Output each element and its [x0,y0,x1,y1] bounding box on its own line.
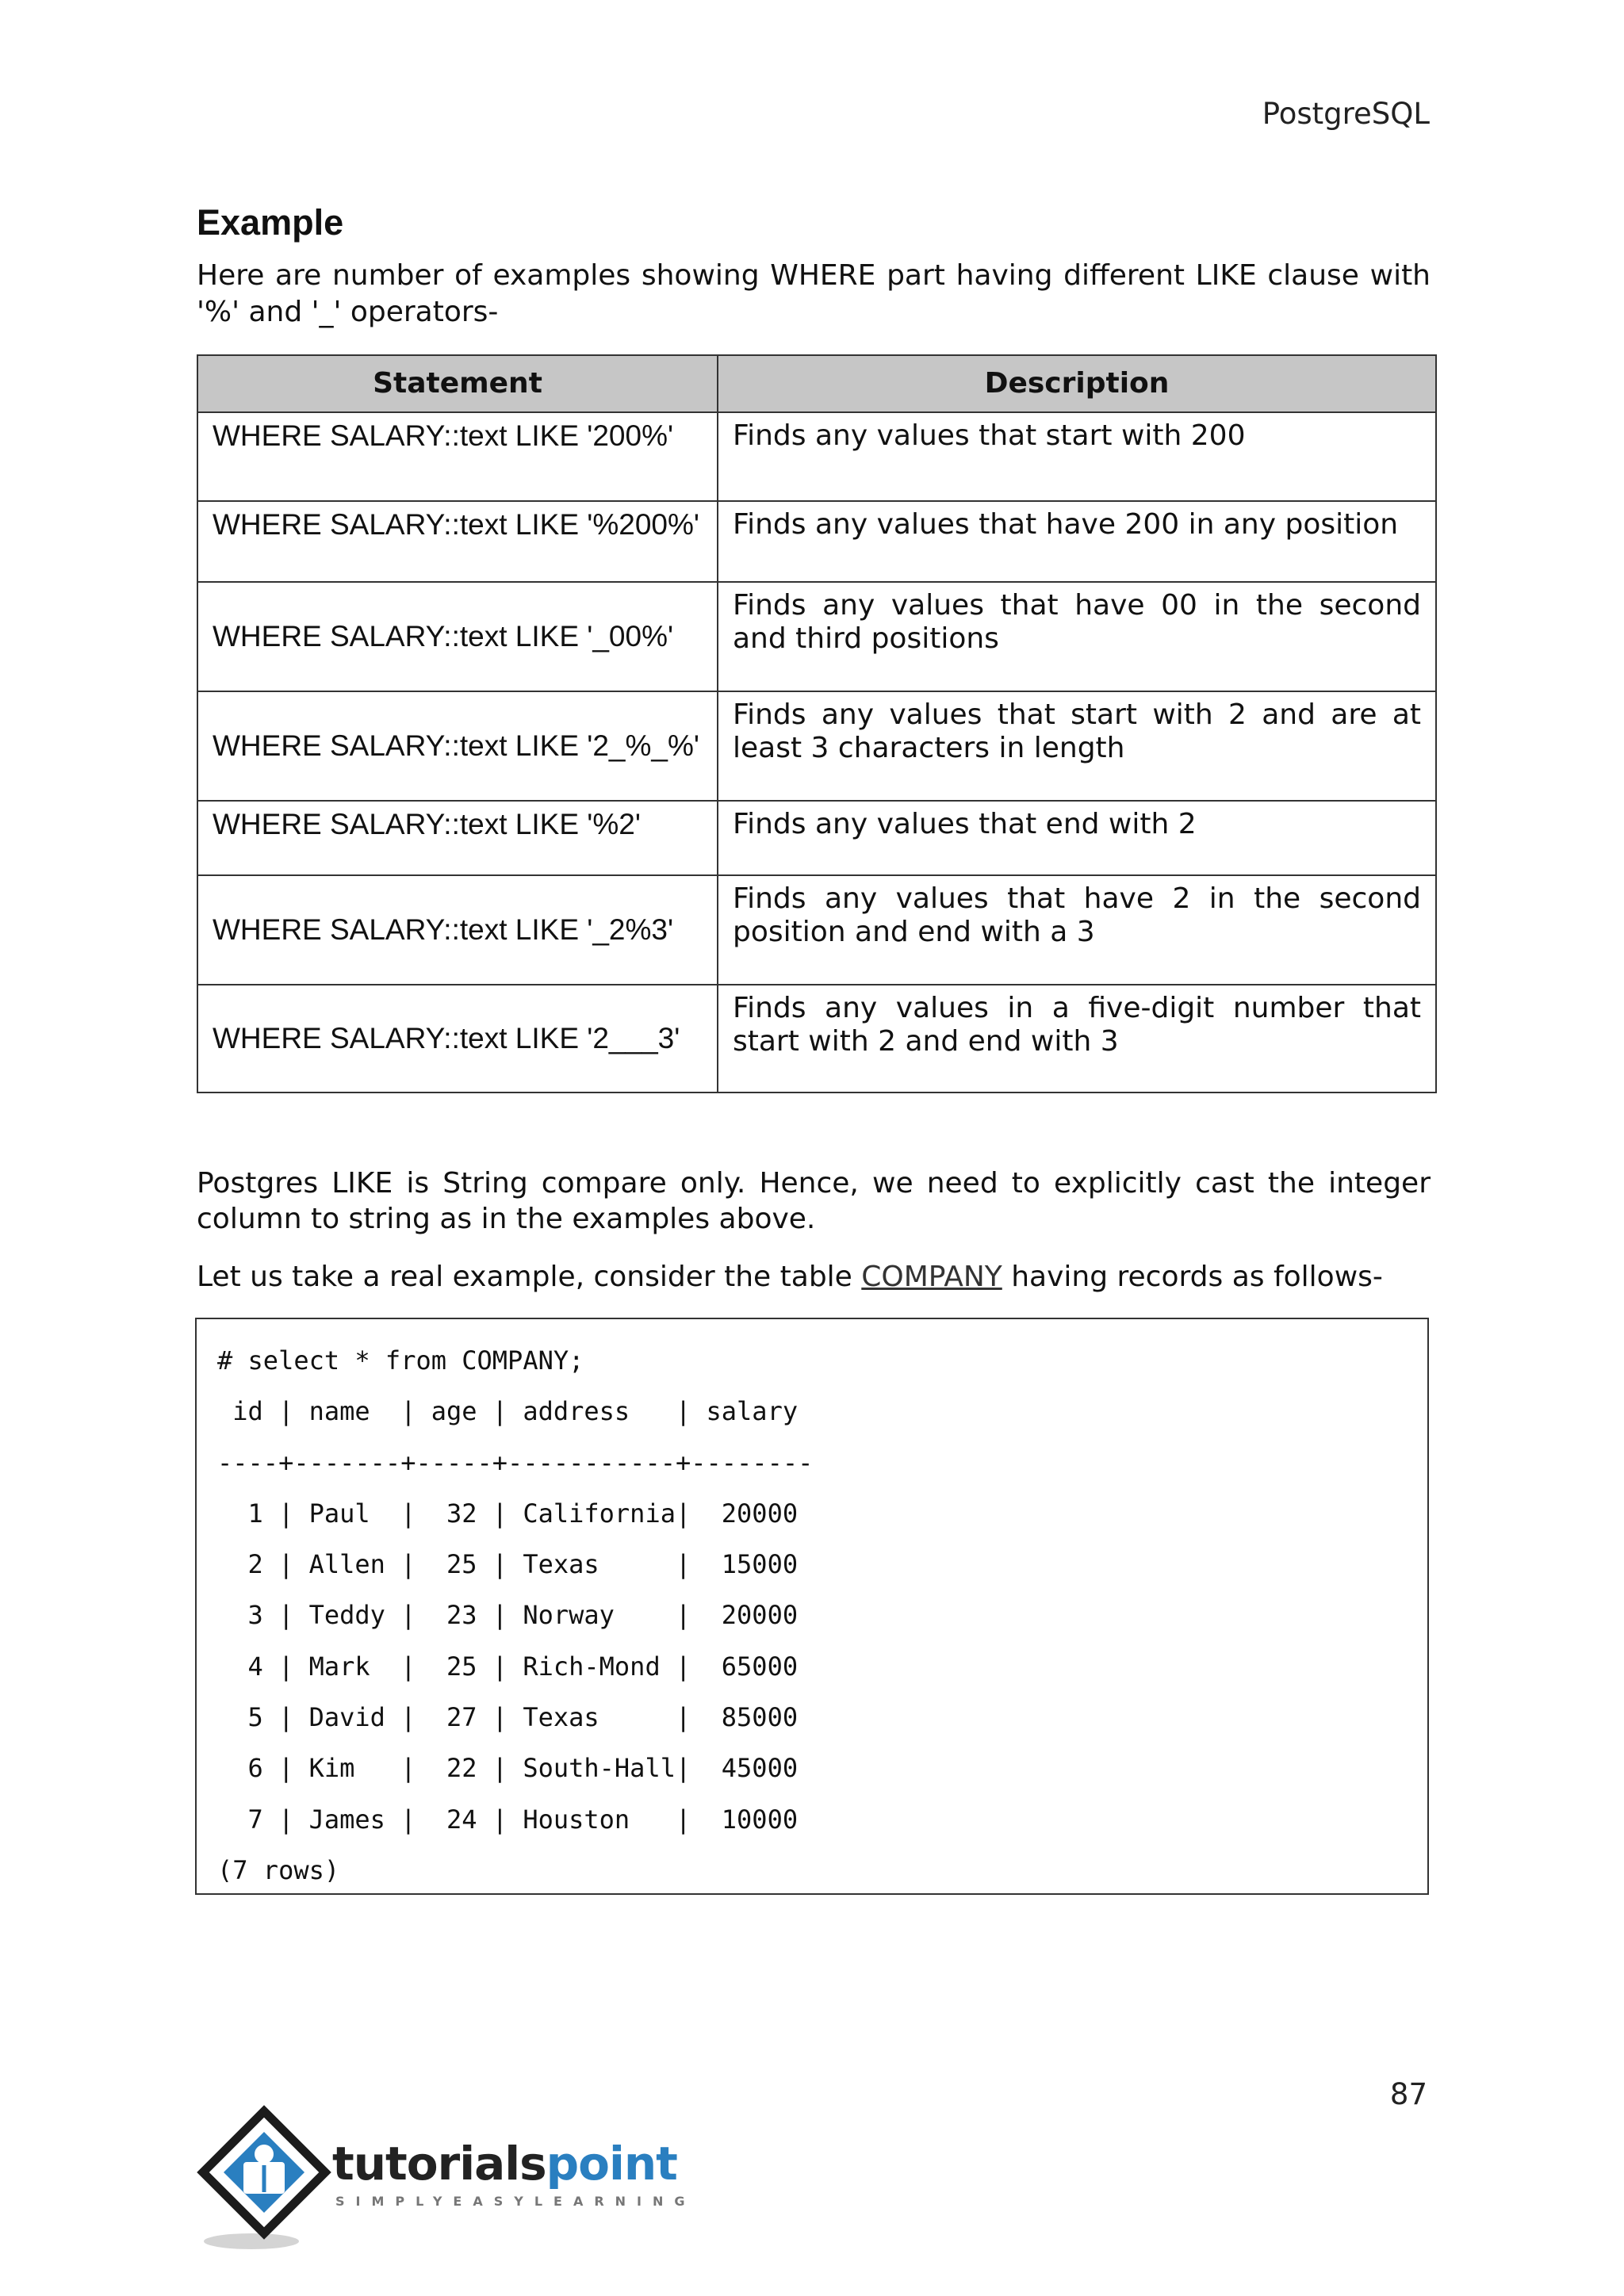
statement-cell: WHERE SALARY::text LIKE '_00%' [197,582,718,691]
code-line: 4 | Mark | 25 | Rich-Mond | 65000 [217,1651,799,1682]
like-operators-table [197,354,1437,1093]
table-row [197,501,1436,582]
lead-text-after: having records as follows- [1002,1261,1383,1293]
code-line: 6 | Kim | 22 | South-Hall| 45000 [217,1753,799,1784]
description-cell: Finds any values in a five-digit number that start with 2 and end with 3 [718,985,1436,1093]
description-cell: Finds any values that have 200 in any position [718,501,1436,582]
statement-cell: WHERE SALARY::text LIKE '200%' [197,412,718,501]
company-table-link[interactable]: COMPANY [861,1261,1002,1293]
table-row [197,582,1436,691]
statement-cell: WHERE SALARY::text LIKE '2___3' [197,985,718,1093]
table-row [197,691,1436,801]
code-line: # select * from COMPANY; [217,1345,584,1376]
running-header: PostgreSQL [1262,97,1430,131]
code-line: 1 | Paul | 32 | California| 20000 [217,1498,799,1529]
lead-text-before: Let us take a real example, consider the table [197,1261,862,1293]
code-line: 5 | David | 27 | Texas | 85000 [217,1702,799,1733]
description-cell: Finds any values that have 2 in the second position and end with a 3 [718,875,1436,985]
description-cell: Finds any values that start with 2 and are at least 3 characters in length [718,691,1436,801]
tutorialspoint-logo [194,2105,696,2256]
code-line: (7 rows) [217,1854,340,1885]
description-cell: Finds any values that start with 200 [718,412,1436,501]
logo-wordmark-part: point [546,2137,677,2191]
column-header-description: Description [718,355,1436,412]
description-cell: Finds any values that have 00 in the second and third positions [718,582,1436,691]
table-row [197,985,1436,1093]
code-line: id | name | age | address | salary [217,1396,799,1427]
note-paragraph: Postgres LIKE is String compare only. Hence, we need to explicitly cast the integer column to string as in the examples above. [197,1167,1431,1235]
intro-paragraph: Here are number of examples showing WHERE part having different LIKE clause with '%' and '_' operators- [197,259,1431,328]
page-number: 87 [1389,2077,1427,2111]
logo-emblem-icon [194,2105,337,2256]
code-line: ----+-------+-----+-----------+-------- [217,1447,814,1478]
logo-tagline: SIMPLYEASYLEARNING [335,2194,696,2209]
table-row [197,412,1436,501]
column-header-statement: Statement [197,355,718,412]
table-row [197,875,1436,985]
statement-cell: WHERE SALARY::text LIKE '%200%' [197,501,718,582]
section-heading: Example [197,202,344,243]
code-line: 2 | Allen | 25 | Texas | 15000 [217,1549,799,1580]
description-cell: Finds any values that end with 2 [718,801,1436,875]
table-row [197,801,1436,875]
code-block [195,1318,1429,1895]
code-line: 3 | Teddy | 23 | Norway | 20000 [217,1600,799,1631]
lead-paragraph [197,1259,1431,1295]
statement-cell: WHERE SALARY::text LIKE '2_%_%' [197,691,718,801]
table-header-row [197,355,1436,412]
logo-wordmark-part: tutorials [332,2137,546,2191]
statement-cell: WHERE SALARY::text LIKE '%2' [197,801,718,875]
logo-wordmark [332,2137,677,2191]
code-line: 7 | James | 24 | Houston | 10000 [217,1804,799,1835]
statement-cell: WHERE SALARY::text LIKE '_2%3' [197,875,718,985]
